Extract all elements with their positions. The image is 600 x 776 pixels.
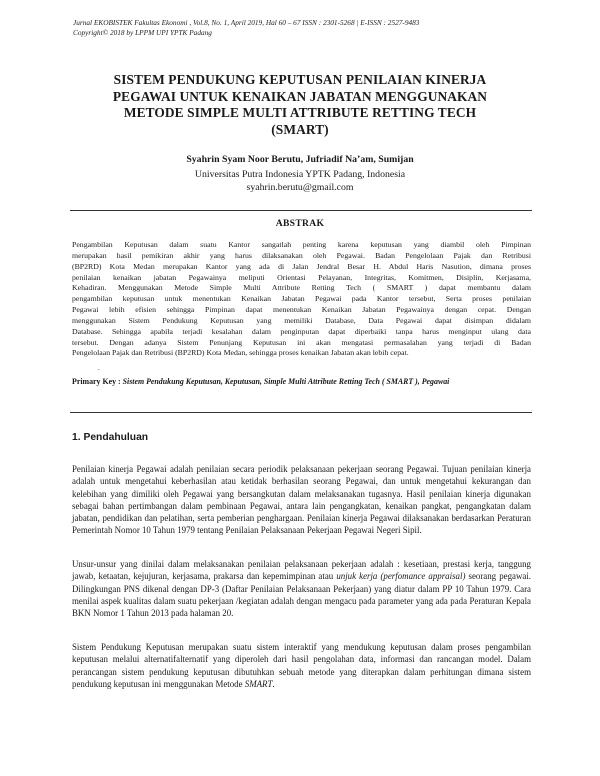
abstract-body	[72, 240, 531, 359]
keywords-values: Sistem Pendukung Keputusan, Keputusan, Simple Multi Attribute Retting Tech ( SMART ), Pegawai	[122, 377, 450, 386]
abstract-line: (BP2RD) Kota Medan merupakan Kantor yang ada di Jalan Jendral Besar H. Abdul Haris Nasution, dimana proses	[72, 261, 531, 271]
abstract-heading: ABSTRAK	[275, 218, 325, 229]
journal-header	[73, 18, 543, 38]
author-info	[60, 168, 540, 194]
abstract-line: Pengambilan Keputusan dalam suatu Kantor sangatlah penting karena keputusan yang diambil oleh Pimpinan	[72, 240, 531, 249]
title-line: PEGAWAI UNTUK KENAIKAN JABATAN MENGGUNAKAN	[112, 88, 488, 104]
abstract-line: tersebut. Dengan adanya Sistem Penunjang Keputusan ini akan mengatasi permasalahan yang terjadi di Badan	[72, 337, 531, 347]
affiliation: Universitas Putra Indonesia YPTK Padang, Indonesia	[194, 169, 406, 180]
journal-copyright: Copyright© 2018 by LPPM UPI YPTK Padang	[73, 28, 212, 37]
paragraph-text: .	[272, 678, 275, 689]
abstract-line: merupakan hasil pemikiran akhir yang harus dilaksanakan oleh Pegawai. Badan Pengelolaan Pajak dan Retribusi	[72, 250, 531, 260]
abstract-bottom-rule	[70, 412, 532, 413]
abstract-line: penilaian kenaikan jabatan Pegawainya meliputi Orientasi Pelayanan, Integritas, Komitmen, Disiplin, Kerjasama,	[72, 272, 531, 282]
paragraph-text: seorang pegawai. Dilingkungan PNS dikenal dengan DP-3 (Daftar Penilaian Pelaksanaan Pekerjaan) yang diatur dalam PP 10 Tahun 1979. Cara menilai aspek kualitas dalam suatu pekerjaan /kegiatan adalah dengan mengacu pada parameter yang ada pada Peraturan Kepala BKN Nomor 1 Tahun 2013 pada halaman 20.	[72, 571, 531, 619]
paper-title	[60, 72, 540, 138]
title-line: METODE SIMPLE MULTI ATTRIBUTE RETTING TECH	[123, 105, 477, 120]
abstract-line: menggunakan Sistem Pendukung Keputusan yang memiliki Database, Data Pegawai dapat disimpan didalam	[72, 315, 531, 325]
abstract-line: Database. Sehingga apabila terjadi kesalahan dalam penginputan dapat diperbaiki tanpa harus menginput ulang data	[72, 326, 531, 336]
section-heading-introduction: 1. Pendahuluan	[72, 432, 149, 443]
abstract-line: Kehadiran. Menggunakan Metode Simple Multi Attribute Retting Tech ( SMART ) dapat membantu dalam	[72, 283, 531, 293]
title-line: SISTEM PENDUKUNG KEPUTUSAN PENILAIAN KINERJA	[113, 72, 487, 87]
keywords-block	[72, 376, 531, 387]
title-line: (SMART)	[271, 121, 329, 137]
intro-paragraph-1: Penilaian kinerja Pegawai adalah penilaian secara periodik pelaksanaan pekerjaan seorang Pegawai. Tujuan penilaian kinerja adalah untuk mengetahui keberhasilan atau ketidak berhasilan seorang Pegawai, dan untuk mengetahui kekurangan dan kelebihan yang dimiliki oleh Pegawai yang bersangkutan dalam melaksanakan tugasnya. Hasil penilaian kinerja digunakan sebagai bahan pertimbangan dalam pembinaan Pegawai, antara lain pengangkatan, kenaikan pangkat, pengangkatan dalam jabatan, pendidikan dan pelatihan, serta pemberian penghargaan. Penilaian kinerja Pegawai dilaksanakan berdasarkan Peraturan Pemerintah Nomor 10 Tahun 1979 tentang Penilaian Pelaksanaan Pekerjaan Pegawai Negeri Sipil.	[72, 464, 531, 536]
paragraph-italic-text: unjuk kerja (perfomance appraisal)	[336, 571, 466, 582]
separator-dot: .	[98, 364, 100, 372]
author-email: syahrin.berutu@gmail.com	[246, 182, 354, 193]
abstract-top-rule	[70, 210, 532, 211]
paragraph-text: Unsur-unsur yang dinilai dalam melaksanakan penilaian pelaksanaan pekerjaan adalah : kesetiaan, prestasi kerja, tanggung jawab, ketaatan, kejujuran, kerjasama, prakarsa dan kepemimpinan atau	[72, 559, 531, 582]
paragraph-italic-text: SMART	[244, 678, 273, 689]
paper-authors: Syahrin Syam Noor Berutu, Jufriadif Na’am, Sumijan	[186, 154, 414, 165]
abstract-line: Pegawai lebih efisien sehingga Pimpinan dapat menentukan Kenaikan Jabatan Pegawainya dengan cepat. Dengan	[72, 305, 531, 315]
abstract-line: Pengelolaan Pajak dan Retribusi (BP2RD) Kota Medan, sehingga proses kenaikan Jabatan akan lebih cepat.	[72, 348, 409, 358]
paragraph-text: Sistem Pendukung Keputusan merupakan suatu sistem interaktif yang mendukung keputusan dalam proses pengambilan keputusan melalui alternatifalternatif yang diperoleh dari hasil pengolahan data, informasi dan rancangan model. Dalam perancangan sistem pendukung keputusan dibutuhkan sebuah metode yang diterapkan dalam perhitungan dimana sistem pendukung keputusan ini menggunakan Metode	[72, 642, 531, 689]
intro-paragraph-3	[72, 641, 531, 690]
intro-paragraph-2	[72, 558, 531, 619]
journal-citation: Jurnal EKOBISTEK Fakultas Ekonomi , Vol.8, No. 1, April 2019, Hal 60 – 67 ISSN : 2301-5268 | E-ISSN : 2527-9483	[73, 18, 420, 27]
abstract-line: pengambilan keputusan untuk menentukan Kenaikan Jabatan Pegawai pada Kantor tersebut, Serta proses penilaian	[72, 294, 531, 304]
keywords-label: Primary Key :	[72, 377, 121, 386]
